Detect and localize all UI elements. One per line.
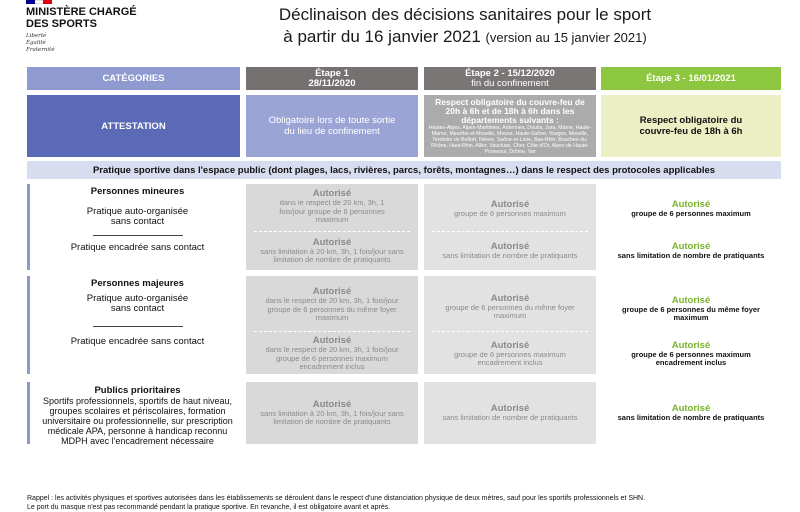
page-title	[230, 4, 700, 49]
stage3-title: Étape 3 - 16/01/2021	[646, 72, 736, 84]
status-authorized: Autorisé	[490, 402, 530, 414]
title-version: (version au 15 janvier 2021)	[485, 30, 647, 45]
header-categories-label: CATÉGORIES	[102, 72, 165, 84]
mineures-stage2-a	[424, 190, 596, 228]
prioritaires-stage1	[246, 382, 418, 444]
condition-text: dans le respect de 20 km, 3h, 1 fois/jour groupe de 6 personnes maximum encadrement inclus	[265, 345, 399, 372]
condition-text: groupe de 6 personnes maximum encadrement inclus	[631, 349, 751, 367]
footer-line1: Rappel : les activités physiques et sportives autorisées dans les établissements se déroulent dans le respect d'une distanciation physique de deux mètres, sauf pour les sportifs professionnels et SHN.	[27, 495, 646, 502]
title-line1: Déclinaison des décisions sanitaires pour le sport	[278, 5, 652, 24]
french-flag-icon	[26, 0, 52, 4]
majeures-stage2-b	[424, 334, 596, 374]
motto-fraternite: Fraternité	[26, 47, 55, 53]
stage1-title: Étape 1	[315, 67, 349, 79]
ministry-logo	[26, 0, 166, 54]
motto-liberte: Liberté	[26, 33, 47, 39]
stage2-title: Étape 2 - 15/12/2020	[465, 67, 555, 79]
status-authorized: Autorisé	[671, 198, 711, 210]
condition-text: groupe de 6 personnes maximum	[454, 208, 566, 218]
divider	[93, 235, 183, 236]
majeures-autoorganisee: Pratique auto-organisée sans contact	[86, 293, 189, 314]
condition-text: sans limitation de nombre de pratiquants	[442, 412, 578, 422]
majeures-stage1-b	[246, 334, 418, 374]
status-authorized: Autorisé	[312, 286, 352, 298]
attestation-stage2	[424, 95, 596, 157]
category-prioritaires	[27, 382, 240, 444]
condition-text: groupe de 6 personnes du même foyer maximum	[445, 302, 575, 320]
status-authorized: Autorisé	[671, 402, 711, 414]
majeures-stage2-a	[424, 289, 596, 325]
footer-note	[27, 494, 787, 512]
republic-motto	[26, 33, 166, 54]
status-authorized: Autorisé	[671, 240, 711, 252]
ministry-name: MINISTÈRE CHARGÉ DES SPORTS	[26, 6, 137, 30]
motto-egalite: Égalité	[26, 40, 46, 46]
condition-text: groupe de 6 personnes maximum	[631, 208, 751, 218]
public-space-banner	[27, 161, 781, 179]
attestation-stage3	[601, 95, 781, 157]
attestation-stage3-text: Respect obligatoire du couvre-feu de 18h à 6h	[639, 115, 743, 137]
header-categories	[27, 67, 240, 90]
status-authorized: Autorisé	[490, 339, 530, 351]
title-date: à partir du 16 janvier 2021	[283, 27, 481, 46]
category-prioritaires-title: Publics prioritaires	[94, 385, 181, 396]
prioritaires-description: Sportifs professionnels, sportifs de haut niveau, groupes scolaires et périscolaires, formation universitaire ou professionnelle, sur prescription médicale APA, personne à handicap reconnu MDPH avec l'encadrement nécessaire	[42, 396, 233, 446]
mineures-autoorganisee: Pratique auto-organisée sans contact	[86, 206, 189, 227]
category-mineures	[27, 184, 240, 270]
status-authorized: Autorisé	[671, 339, 711, 351]
status-authorized: Autorisé	[671, 294, 711, 306]
header-stage1	[246, 67, 418, 90]
category-majeures-title: Personnes majeures	[91, 278, 184, 289]
majeures-stage3-a	[601, 289, 781, 329]
status-authorized: Autorisé	[312, 335, 352, 347]
status-authorized: Autorisé	[312, 398, 352, 410]
footer-line2: Le port du masque n'est pas recommandé pendant la pratique sportive. En revanche, il est obligatoire avant et après.	[27, 504, 391, 511]
row-divider	[254, 331, 410, 332]
banner-text: Pratique sportive dans l'espace public (dont plages, lacs, rivières, parcs, forêts, montagnes…) dans le respect des protocoles applicables	[92, 164, 716, 176]
mineures-stage3-a	[601, 190, 781, 228]
status-authorized: Autorisé	[490, 198, 530, 210]
prioritaires-stage2	[424, 382, 596, 444]
stage2-subtitle: fin du confinement	[471, 77, 549, 89]
attestation-label-text: ATTESTATION	[101, 120, 166, 132]
divider	[93, 326, 183, 327]
condition-text: groupe de 6 personnes du même foyer maximum	[622, 304, 760, 322]
title-line2	[230, 26, 700, 49]
stage1-date: 28/11/2020	[308, 77, 356, 89]
majeures-encadree: Pratique encadrée sans contact	[70, 336, 205, 347]
attestation-stage1-text: Obligatoire lors de toute sortie du lieu de confinement	[268, 115, 396, 137]
row-divider	[432, 331, 588, 332]
prioritaires-stage3	[601, 382, 781, 444]
mineures-stage3-b	[601, 232, 781, 270]
condition-text: groupe de 6 personnes maximum encadrement inclus	[454, 349, 566, 367]
mineures-stage1-a	[246, 187, 418, 227]
condition-text: dans le respect de 20 km, 3h, 1 fois/jour groupe de 6 personnes maximum	[279, 198, 385, 225]
status-authorized: Autorisé	[312, 188, 352, 200]
condition-text: sans limitation de nombre de pratiquants	[617, 412, 765, 422]
condition-text: sans limitation de nombre de pratiquants	[617, 250, 765, 260]
majeures-stage1-a	[246, 283, 418, 327]
attestation-label	[27, 95, 240, 157]
majeures-stage3-b	[601, 334, 781, 374]
mineures-stage1-b	[246, 232, 418, 270]
header-stage2	[424, 67, 596, 90]
mineures-encadree: Pratique encadrée sans contact	[70, 242, 205, 253]
condition-text: sans limitation à 20 km, 3h, 1 fois/jour sans limitation de nombre de pratiquants	[260, 408, 404, 426]
condition-text: sans limitation de nombre de pratiquants	[442, 250, 578, 260]
status-authorized: Autorisé	[490, 240, 530, 252]
category-majeures	[27, 276, 240, 374]
status-authorized: Autorisé	[312, 236, 352, 248]
status-authorized: Autorisé	[490, 292, 530, 304]
category-mineures-title: Personnes mineures	[90, 186, 185, 197]
header-stage3	[601, 67, 781, 90]
attestation-stage2-departments: Hautes-Alpes, Alpes-Maritimes, Ardennes, Doubs, Jura, Marne, Haute-Marne, Meurthe-et-Moselle, Meuse, Haute-Saône, Vosges, Moselle, Territoire de Belfort, Nièvre, Saône-et-Loire, Bas-Rhin, Bouches-du-Rhône, Haut-Rhin, Allier, Vaucluse, Cher, Côte-d'Or, Alpes de Haute-Provence, Drôme, Var	[428, 124, 592, 155]
condition-text: sans limitation à 20 km, 3h, 1 fois/jour sans limitation de nombre de pratiquants	[260, 246, 404, 264]
mineures-stage2-b	[424, 232, 596, 270]
condition-text: dans le respect de 20 km, 3h, 1 fois/jour groupe de 6 personnes du même foyer maximum	[265, 296, 399, 323]
attestation-stage2-main: Respect obligatoire du couvre-feu de 20h à 6h et de 18h à 6h dans les départements suivants :	[435, 96, 585, 125]
attestation-stage1	[246, 95, 418, 157]
